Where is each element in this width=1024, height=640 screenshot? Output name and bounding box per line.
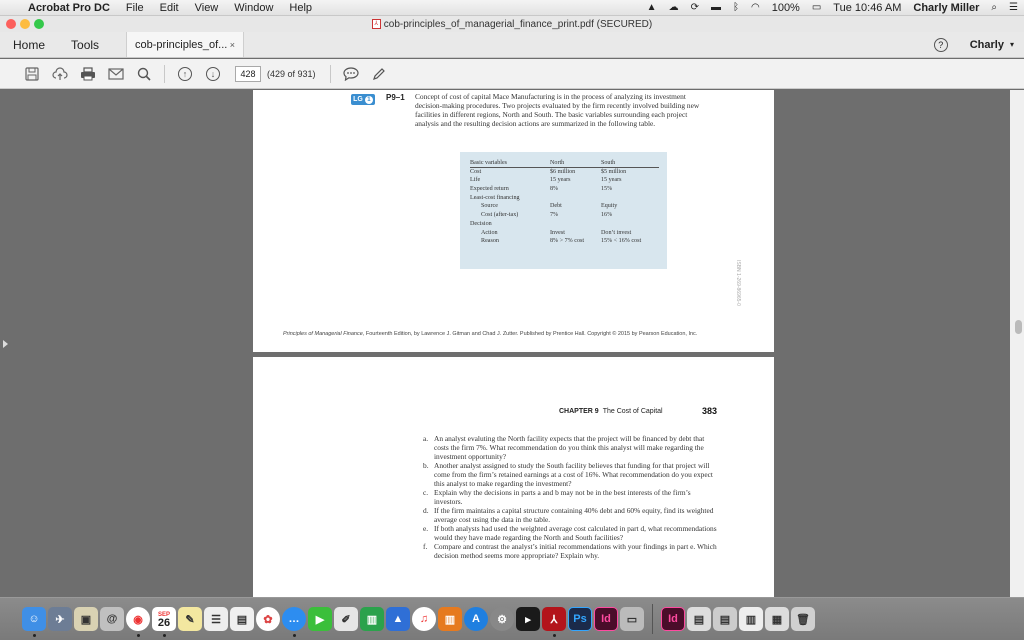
menu-file[interactable]: File bbox=[125, 1, 144, 14]
page-footer bbox=[283, 331, 697, 337]
question-text: If the firm maintains a capital structure containing 40% debt and 60% equity, find its weighted average cost using the data in the table. bbox=[434, 506, 714, 524]
save-icon[interactable] bbox=[18, 63, 46, 85]
table-cell: 8% > 7% cost bbox=[550, 238, 585, 245]
table-cell: $5 million bbox=[601, 168, 627, 175]
pen-icon[interactable] bbox=[365, 63, 393, 85]
table-cell: Life bbox=[470, 177, 481, 184]
account-dropdown-icon[interactable]: ▾ bbox=[1009, 40, 1014, 49]
table-cell: $6 million bbox=[550, 168, 576, 175]
table-row bbox=[470, 168, 659, 177]
photos-icon[interactable]: ✿ bbox=[256, 607, 280, 631]
account-name[interactable]: Charly bbox=[969, 38, 1004, 51]
vertical-scrollbar[interactable] bbox=[1010, 90, 1024, 597]
window-controls bbox=[6, 19, 44, 29]
problem-text bbox=[415, 92, 709, 128]
table-cell: Expected return bbox=[470, 186, 509, 193]
question-letter: a. bbox=[423, 434, 429, 443]
question-letter: b. bbox=[423, 461, 429, 470]
page-count: (429 of 931) bbox=[267, 68, 316, 79]
table-header-cell: South bbox=[601, 160, 616, 166]
dock-divider bbox=[652, 604, 653, 634]
dock bbox=[0, 597, 1024, 640]
question-list bbox=[423, 434, 717, 560]
minimized-window-icon[interactable]: ▤ bbox=[713, 607, 737, 631]
chrome-icon[interactable]: ◉ bbox=[126, 607, 150, 631]
app-store-icon[interactable]: A bbox=[464, 607, 488, 631]
table-row bbox=[470, 194, 659, 203]
table-cell: 16% bbox=[601, 212, 613, 219]
table-row bbox=[470, 229, 659, 238]
photoshop-icon[interactable]: Ps bbox=[568, 607, 592, 631]
question-letter: c. bbox=[423, 488, 429, 497]
table-row bbox=[470, 202, 659, 211]
table-cell bbox=[601, 220, 657, 229]
search-icon[interactable] bbox=[130, 63, 158, 85]
toolbar-divider bbox=[164, 65, 165, 83]
table-cell bbox=[550, 194, 601, 203]
table-cell: Invest bbox=[550, 229, 565, 236]
toolbar-divider bbox=[330, 65, 331, 83]
problem-number: P9–1 bbox=[386, 93, 405, 102]
messages-icon[interactable]: … bbox=[282, 607, 306, 631]
table-cell: 15% bbox=[601, 186, 613, 193]
keynote-icon[interactable]: ▲ bbox=[386, 607, 410, 631]
close-tab-icon[interactable]: × bbox=[229, 39, 236, 50]
minimize-window-button[interactable] bbox=[20, 19, 30, 29]
question-item bbox=[423, 434, 717, 461]
zoom-window-button[interactable] bbox=[34, 19, 44, 29]
status-area bbox=[641, 0, 1024, 16]
table-cell: Cost bbox=[470, 168, 482, 175]
sync-icon[interactable]: ⟳ bbox=[690, 2, 699, 13]
chapter-label: CHAPTER 9 bbox=[559, 408, 599, 415]
window-title-bar bbox=[0, 16, 1024, 32]
account-area bbox=[934, 32, 1024, 57]
table-cell: 8% bbox=[550, 186, 559, 193]
pdf-file-icon: ⅄ bbox=[372, 19, 381, 29]
trash-icon[interactable]: 🗑 bbox=[791, 607, 815, 631]
upload-cloud-icon[interactable] bbox=[46, 63, 74, 85]
table-cell: 15 years bbox=[601, 177, 622, 184]
text-edit-icon[interactable]: ▤ bbox=[230, 607, 254, 631]
downloads-stack-icon[interactable]: ▦ bbox=[765, 607, 789, 631]
print-icon[interactable] bbox=[74, 63, 102, 85]
chapter-title: The Cost of Capital bbox=[602, 408, 663, 415]
next-page-icon[interactable]: ↓ bbox=[199, 63, 227, 85]
table-cell: Debt bbox=[550, 203, 562, 210]
bluetooth-icon[interactable]: ᛒ bbox=[732, 2, 739, 13]
isbn-watermark: ISBN 1-269-86965-0 bbox=[735, 260, 741, 306]
footer-credits: , Fourteenth Edition, by Lawrence J. Gitman and Chad J. Zutter. Published by Prentice Hall. Copyright © 2015 by Pearson Education, Inc. bbox=[362, 331, 698, 337]
question-text: Compare and contrast the analyst’s initial recommendations with your findings in part e. Which decision method seems more appropriate? Explain why. bbox=[434, 542, 717, 560]
system-preferences-icon[interactable]: ⚙ bbox=[490, 607, 514, 631]
terminal-icon[interactable]: ▸ bbox=[516, 607, 540, 631]
dropbox-icon[interactable]: ▲ bbox=[646, 2, 657, 13]
table-cell: Don’t invest bbox=[601, 229, 632, 236]
document-tab-label: cob-principles_of... bbox=[135, 38, 228, 51]
question-item bbox=[423, 524, 717, 542]
pdf-page-2 bbox=[253, 357, 774, 597]
scrollbar-thumb[interactable] bbox=[1015, 320, 1022, 334]
table-cell: Action bbox=[481, 229, 498, 236]
notes-icon[interactable]: ✎ bbox=[178, 607, 202, 631]
reminders-icon[interactable]: ☰ bbox=[204, 607, 228, 631]
table-cell: Cost (after-tax) bbox=[481, 212, 519, 219]
ibooks-icon[interactable]: ▥ bbox=[438, 607, 462, 631]
table-row bbox=[470, 237, 659, 246]
question-text: An analyst evaluting the North facility expects that the project will be financed by debt that costs the firm 7%. What recommendation do you think this analyst will make regarding the investment opportunity? bbox=[434, 434, 705, 461]
calendar-month: SEP bbox=[157, 612, 170, 618]
table-cell: Equity bbox=[601, 203, 618, 210]
question-item bbox=[423, 506, 717, 524]
minimized-window-icon[interactable]: ▤ bbox=[687, 607, 711, 631]
pages-icon[interactable]: ✐ bbox=[334, 607, 358, 631]
table-header-row bbox=[470, 159, 659, 168]
table-cell: 15% < 16% cost bbox=[601, 238, 642, 245]
wifi-icon[interactable]: ◠ bbox=[750, 2, 760, 13]
document-viewport[interactable] bbox=[0, 90, 1024, 597]
document-tab[interactable] bbox=[126, 32, 244, 57]
tab-bar bbox=[0, 32, 1024, 58]
table-body bbox=[470, 168, 659, 246]
itunes-icon[interactable]: ♫ bbox=[412, 607, 436, 631]
battery-percent[interactable]: 100% bbox=[771, 1, 800, 14]
utility-icon[interactable]: ▭ bbox=[620, 607, 644, 631]
menu-view[interactable]: View bbox=[194, 1, 219, 14]
indesign-document-icon[interactable]: Id bbox=[661, 607, 685, 631]
display-icon[interactable]: ▬ bbox=[710, 2, 721, 13]
table-header-cell: Basic variables bbox=[470, 160, 508, 166]
menu-help[interactable]: Help bbox=[289, 1, 313, 14]
table-row bbox=[470, 211, 659, 220]
clock[interactable]: Tue 10:46 AM bbox=[833, 1, 902, 14]
finder-icon[interactable]: ☺ bbox=[22, 607, 46, 631]
notification-center-icon[interactable]: ☰ bbox=[1009, 2, 1018, 13]
numbers-icon[interactable]: ▥ bbox=[360, 607, 384, 631]
learning-goal-badge: LG 1 bbox=[351, 94, 375, 105]
question-text: Explain why the decisions in parts a and b may not be in the best interests of the firm’s investors. bbox=[434, 488, 691, 506]
question-letter: f. bbox=[423, 542, 428, 551]
calendar-day: 26 bbox=[157, 617, 171, 629]
calendar-icon[interactable] bbox=[152, 607, 176, 631]
comment-icon[interactable] bbox=[337, 63, 365, 85]
table-cell: 7% bbox=[550, 212, 559, 219]
question-item bbox=[423, 488, 717, 506]
table-cell bbox=[601, 194, 657, 203]
table-row bbox=[470, 220, 659, 229]
creative-cloud-icon[interactable]: ☁ bbox=[668, 2, 679, 13]
table-cell: 15 years bbox=[550, 177, 571, 184]
question-item bbox=[423, 461, 717, 488]
indesign-icon[interactable]: Id bbox=[594, 607, 618, 631]
menu-window[interactable]: Window bbox=[234, 1, 274, 14]
help-icon[interactable]: ? bbox=[934, 38, 948, 52]
table-cell: Least-cost financing bbox=[470, 194, 520, 201]
launchpad-icon[interactable]: ✈ bbox=[48, 607, 72, 631]
question-letter: e. bbox=[423, 524, 429, 533]
facetime-icon[interactable]: ▶ bbox=[308, 607, 332, 631]
problem-title: Concept of cost of capital bbox=[415, 92, 491, 101]
home-tab[interactable]: Home bbox=[13, 37, 46, 52]
tools-tab[interactable]: Tools bbox=[71, 37, 100, 52]
question-text: If both analysts had used the weighted average cost calculated in part d, what recommendations would they have made regarding the North and South facilities? bbox=[434, 524, 717, 542]
problem-body: Mace Manufacturing is in the process of analyzing its investment decision-making procedures. Two projects evaluated by the firm recently involved building new facilities in different regions, North and South. The basic variables surrounding each project analysis and the resulting decision actions are summarized in the following table. bbox=[415, 92, 700, 128]
menu-edit[interactable]: Edit bbox=[159, 1, 179, 14]
table-cell: Decision bbox=[470, 220, 492, 227]
toolbar bbox=[0, 59, 1024, 89]
table-cell bbox=[550, 220, 601, 229]
footer-book-title: Principles of Managerial Finance bbox=[283, 331, 363, 337]
question-item bbox=[423, 542, 717, 560]
table-header-cell: North bbox=[550, 160, 565, 166]
chapter-header bbox=[559, 408, 663, 415]
battery-icon[interactable]: ▭ bbox=[811, 2, 822, 13]
close-window-button[interactable] bbox=[6, 19, 16, 29]
contacts-icon[interactable]: @ bbox=[100, 607, 124, 631]
acrobat-icon[interactable]: ⅄ bbox=[542, 607, 566, 631]
printed-page-number: 383 bbox=[702, 406, 718, 416]
email-icon[interactable] bbox=[102, 63, 130, 85]
menu-app-name[interactable]: Acrobat Pro DC bbox=[28, 1, 110, 14]
question-text: Another analyst assigned to study the South facility believes that funding for that project will come from the firm’s retained earnings at a cost of 16%. What recommendation do you expect this analyst to make regarding the investment? bbox=[434, 461, 713, 488]
previous-page-icon[interactable]: ↑ bbox=[171, 63, 199, 85]
minimized-window-icon[interactable]: ▥ bbox=[739, 607, 763, 631]
table-row bbox=[470, 176, 659, 185]
question-letter: d. bbox=[423, 506, 429, 515]
window-title: cob-principles_of_managerial_finance_print.pdf (SECURED) bbox=[383, 18, 653, 30]
preview-icon[interactable]: ▣ bbox=[74, 607, 98, 631]
table-cell: Reason bbox=[481, 238, 499, 245]
page-number-input[interactable]: 428 bbox=[235, 66, 261, 82]
spotlight-search-icon[interactable]: ⌕ bbox=[991, 2, 998, 13]
left-panel-toggle-icon[interactable] bbox=[3, 340, 8, 348]
table-cell: Source bbox=[481, 203, 498, 210]
variables-table bbox=[460, 152, 667, 269]
table-row bbox=[470, 185, 659, 194]
pdf-page-1 bbox=[253, 90, 774, 352]
user-name[interactable]: Charly Miller bbox=[913, 1, 980, 14]
menu-bar bbox=[0, 0, 1024, 16]
